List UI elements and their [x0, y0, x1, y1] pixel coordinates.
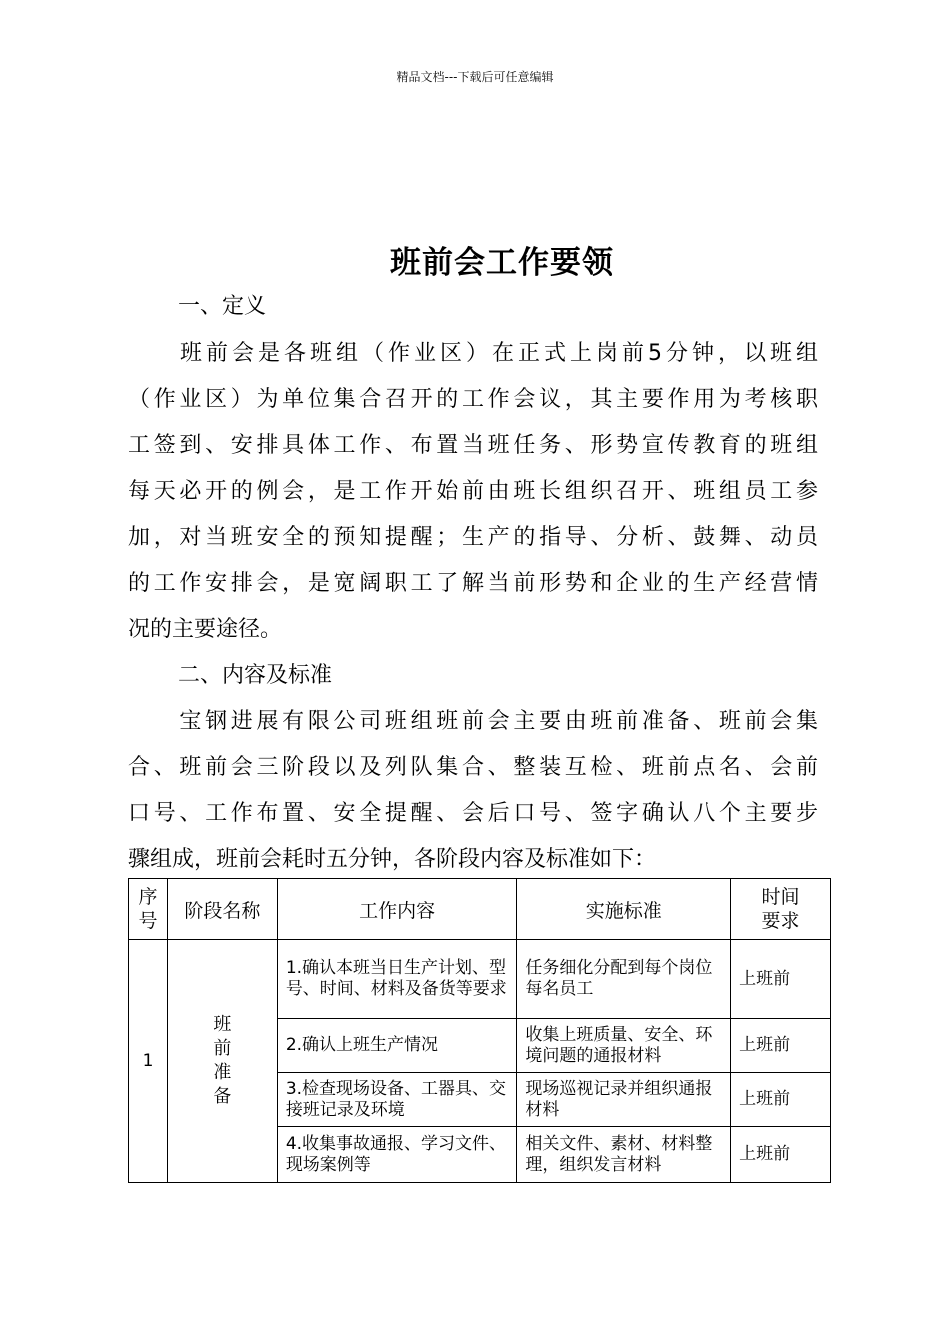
header-seq: 序号: [129, 879, 168, 940]
definition-paragraph: [128, 331, 818, 653]
paragraph-line: 加，对当班安全的预知提醒；生产的指导、分析、鼓舞、动员: [128, 525, 818, 550]
cell-standard: 现场巡视记录并组织通报材料: [517, 1073, 731, 1127]
header-time: 时间要求: [731, 879, 831, 940]
stages-table: [128, 878, 831, 1183]
cell-content: 3.检查现场设备、工器具、交接班记录及环境: [277, 1073, 517, 1127]
cell-time: 上班前: [731, 1127, 831, 1183]
cell-time: 上班前: [731, 1019, 831, 1073]
cell-content: 4.收集事故通报、学习文件、现场案例等: [277, 1127, 517, 1183]
cell-standard: 任务细化分配到每个岗位每名员工: [517, 940, 731, 1019]
cell-stage: 班前准备: [167, 940, 277, 1183]
cell-standard: 相关文件、素材、材料整理，组织发言材料: [517, 1127, 731, 1183]
paragraph-line: 宝钢进展有限公司班组班前会主要由班前准备、班前会集: [128, 709, 818, 734]
cell-time: 上班前: [731, 1073, 831, 1127]
section-heading-definition: 一、定义: [178, 294, 267, 319]
section-heading-content: 二、内容及标准: [178, 663, 333, 688]
cell-content: 1.确认本班当日生产计划、型号、时间、材料及备货等要求: [277, 940, 517, 1019]
paragraph-line: 合、班前会三阶段以及列队集合、整装互检、班前点名、会前: [128, 755, 818, 780]
paragraph-line: 工签到、安排具体工作、布置当班任务、形势宣传教育的班组: [128, 433, 818, 458]
header-stage: 阶段名称: [167, 879, 277, 940]
cell-seq: 1: [129, 940, 168, 1183]
header-content: 工作内容: [277, 879, 517, 940]
cell-time: 上班前: [731, 940, 831, 1019]
paragraph-line: 班前会是各班组（作业区）在正式上岗前5分钟，以班组: [128, 341, 818, 366]
cell-content: 2.确认上班生产情况: [277, 1019, 517, 1073]
content-paragraph: [128, 699, 818, 883]
table-header-row: [129, 879, 831, 940]
header-standard: 实施标准: [517, 879, 731, 940]
document-title: 班前会工作要领: [390, 245, 614, 281]
paragraph-line: 的工作安排会，是宽阔职工了解当前形势和企业的生产经营情: [128, 571, 818, 596]
paragraph-line: （作业区）为单位集合召开的工作会议，其主要作用为考核职: [128, 387, 818, 412]
page-header: 精品文档---下载后可任意编辑: [396, 70, 554, 84]
paragraph-line: 况的主要途径。: [128, 617, 283, 642]
cell-standard: 收集上班质量、安全、环境问题的通报材料: [517, 1019, 731, 1073]
table-row: [129, 940, 831, 1019]
paragraph-line: 骤组成，班前会耗时五分钟，各阶段内容及标准如下：: [128, 847, 657, 872]
paragraph-line: 每天必开的例会，是工作开始前由班长组织召开、班组员工参: [128, 479, 818, 504]
paragraph-line: 口号、工作布置、安全提醒、会后口号、签字确认八个主要步: [128, 801, 818, 826]
